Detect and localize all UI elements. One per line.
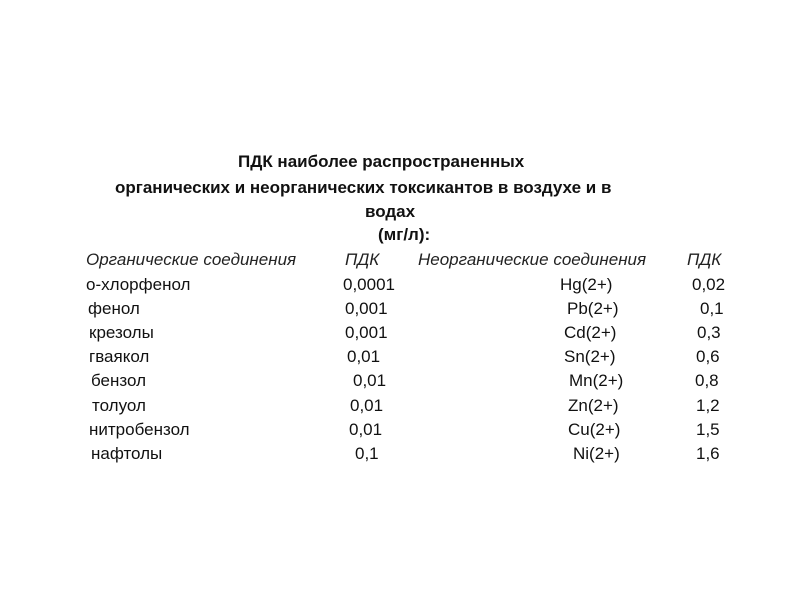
organic-name: нафтолы [91, 444, 163, 463]
inorganic-name: Ni(2+) [573, 444, 620, 463]
inorganic-value: 0,1 [700, 299, 724, 318]
organic-name: толуол [92, 396, 146, 415]
organic-value: 0,001 [345, 323, 388, 342]
inorganic-value: 0,3 [697, 323, 721, 342]
organic-name: нитробензол [89, 420, 190, 439]
title-line-4: (мг/л): [378, 225, 431, 244]
title-line-3: водах [365, 202, 416, 221]
inorganic-name: Pb(2+) [567, 299, 619, 318]
organic-value: 0,01 [349, 420, 383, 439]
inorganic-name: Hg(2+) [560, 275, 613, 294]
inorganic-value: 1,6 [696, 444, 720, 463]
inorganic-value: 0,6 [696, 347, 720, 366]
inorganic-name: Cu(2+) [568, 420, 621, 439]
organic-name: крезолы [89, 323, 154, 342]
organic-name: бензол [91, 371, 146, 390]
header-organic: Органические соединения [86, 250, 297, 269]
inorganic-name: Mn(2+) [569, 371, 624, 390]
organic-value: 0,01 [347, 347, 381, 366]
inorganic-value: 0,02 [692, 275, 726, 294]
organic-value: 0,0001 [343, 275, 395, 294]
header-inorganic: Неорганические соединения [418, 250, 647, 269]
header-pdk-right: ПДК [687, 250, 722, 269]
organic-value: 0,01 [353, 371, 387, 390]
organic-value: 0,1 [355, 444, 379, 463]
inorganic-value: 1,2 [696, 396, 720, 415]
inorganic-value: 0,8 [695, 371, 719, 390]
title-line-2: органических и неорганических токсикантов в воздухе и в [115, 178, 612, 197]
inorganic-value: 1,5 [696, 420, 720, 439]
title-line-1: ПДК наиболее распространенных [238, 152, 525, 171]
header-pdk-left: ПДК [345, 250, 380, 269]
inorganic-name: Cd(2+) [564, 323, 617, 342]
inorganic-name: Sn(2+) [564, 347, 616, 366]
organic-name: фенол [88, 299, 140, 318]
organic-value: 0,01 [350, 396, 384, 415]
organic-value: 0,001 [345, 299, 388, 318]
organic-name: о-хлорфенол [86, 275, 191, 294]
inorganic-name: Zn(2+) [568, 396, 619, 415]
organic-name: гваякол [89, 347, 150, 366]
